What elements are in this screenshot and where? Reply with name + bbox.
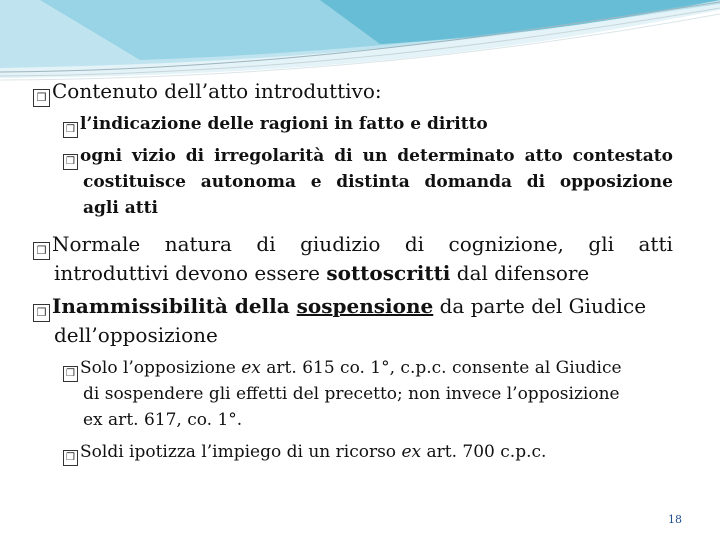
word: ❒ ogni [63,146,122,170]
word: irregolarità [214,146,325,166]
word: domanda [424,172,512,192]
word: costituisce [83,172,186,192]
sub-bullet-soldi: ❒ Soldi ipotizza l’impiego di un ricorso ex art. 700 c.p.c. [63,442,546,466]
page-number: 18 [668,513,682,526]
emphasis-sottoscritti: sottoscritti [326,261,451,285]
word: atto [524,146,563,166]
checkbox-bullet-icon: ❒ [33,242,50,260]
word: natura [164,232,232,256]
emphasis-sospensione: sospensione [296,294,434,318]
word: di [185,146,205,166]
word: autonoma [200,172,296,192]
checkbox-bullet-icon: ❒ [63,366,78,382]
sub-bullet-solo-line-2: di sospendere gli effetti del precetto; non invece l’opposizione [83,384,620,404]
sub-bullet-solo-line-1: ❒ Solo l’opposizione ex art. 615 co. 1°, c.p.c. consente al Giudice [63,358,622,382]
word: e [310,172,322,192]
bullet-contenuto [33,79,382,107]
bullet-normale-line-2: introduttivi devono essere sottoscritti dal difensore [54,261,590,285]
word: distinta [336,172,410,192]
sub-bullet-vizio-line-3: agli atti [83,198,158,218]
bullet-inammissibilita-line-1: ❒ Inammissibilità della sospensione da parte del Giudice [33,294,646,322]
word: di [334,146,353,166]
sub-bullet-vizio-line-2 [83,172,673,192]
word: cognizione, [448,232,564,256]
word: opposizione [559,172,673,192]
word: ❒ Normale [33,232,140,260]
checkbox-bullet-icon: ❒ [63,450,78,466]
word: di [404,232,425,256]
checkbox-bullet-icon: ❒ [33,89,50,107]
word: gli [588,232,615,256]
word: di [526,172,546,192]
sub-bullet-vizio-line-1 [63,146,673,170]
word: di [256,232,276,256]
checkbox-bullet-icon: ❒ [63,122,78,138]
bullet-text: Contenuto dell’atto introduttivo: [52,79,382,103]
sub-bullet-solo-line-3: ex art. 617, co. 1°. [83,410,243,430]
bullet-normale-line-1 [33,232,673,260]
word: vizio [132,146,176,166]
checkbox-bullet-icon: ❒ [63,154,78,170]
word: atti [638,232,673,256]
word: determinato [397,146,515,166]
bullet-inammissibilita-line-2: dell’opposizione [54,323,218,347]
bullet-text: l’indicazione delle ragioni in fatto e diritto [80,114,488,134]
word: contestato [572,146,673,166]
word: un [362,146,388,166]
sub-bullet-indicazione [63,114,488,138]
word: giudizio [300,232,381,256]
checkbox-bullet-icon: ❒ [33,304,50,322]
